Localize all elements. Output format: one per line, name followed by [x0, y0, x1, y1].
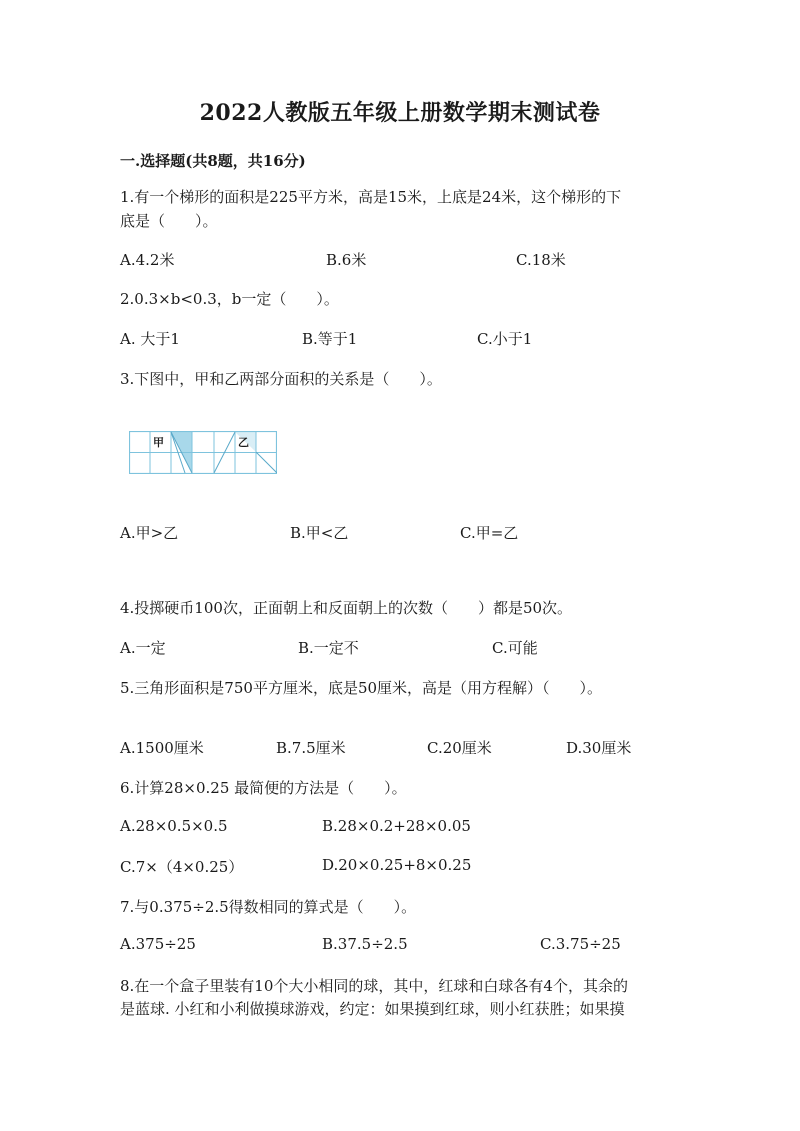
question-3-option-b: B.甲<乙: [290, 524, 349, 542]
label-jia: 甲: [153, 436, 164, 449]
question-4-text: 4.投掷硬币100次，正面朝上和反面朝上的次数（ ）都是50次。: [120, 599, 573, 617]
question-7-option-a: A.375÷25: [120, 935, 196, 953]
question-1-line-2: 底是（ ）。: [120, 212, 218, 230]
question-1-option-b: B.6米: [326, 251, 367, 269]
question-2-option-a: A. 大于1: [120, 330, 180, 348]
question-2-option-c: C.小于1: [477, 330, 533, 348]
question-7-text: 7.与0.375÷2.5得数相同的算式是（ ）。: [120, 898, 417, 916]
question-6-option-a: A.28×0.5×0.5: [120, 817, 228, 835]
question-7-option-c: C.3.75÷25: [540, 935, 621, 953]
question-2-text: 2.0.3×b<0.3，b一定（ ）。: [120, 290, 339, 308]
question-3-text: 3.下图中，甲和乙两部分面积的关系是（ ）。: [120, 370, 442, 388]
area-comparison-grid-figure: [129, 431, 277, 474]
question-4-option-b: B.一定不: [298, 639, 359, 657]
question-8-line-2: 是蓝球. 小红和小利做摸球游戏，约定：如果摸到红球，则小红获胜；如果摸: [120, 1000, 625, 1018]
question-1-line-1: 1.有一个梯形的面积是225平方米，高是15米，上底是24米，这个梯形的下: [120, 188, 622, 206]
question-6-text: 6.计算28×0.25 最简便的方法是（ ）。: [120, 779, 407, 797]
question-5-text: 5.三角形面积是750平方厘米，底是50厘米，高是（用方程解）（ ）。: [120, 679, 603, 697]
question-3-option-c: C.甲=乙: [460, 524, 519, 542]
question-5-option-a: A.1500厘米: [120, 739, 204, 757]
question-5-option-b: B.7.5厘米: [276, 739, 346, 757]
question-3-option-a: A.甲>乙: [120, 524, 179, 542]
section-heading: 一.选择题(共8题，共16分): [120, 152, 306, 170]
question-7-option-b: B.37.5÷2.5: [322, 935, 408, 953]
question-6-option-b: B.28×0.2+28×0.05: [322, 817, 471, 835]
question-4-option-c: C.可能: [492, 639, 538, 657]
question-5-option-c: C.20厘米: [427, 739, 492, 757]
question-8-line-1: 8.在一个盒子里装有10个大小相同的球，其中，红球和白球各有4个，其余的: [120, 977, 628, 995]
question-1-option-a: A.4.2米: [120, 251, 175, 269]
label-yi: 乙: [238, 436, 249, 449]
question-5-option-d: D.30厘米: [566, 739, 632, 757]
question-6-option-c: C.7×（4×0.25）: [120, 858, 244, 876]
question-1-option-c: C.18米: [516, 251, 566, 269]
page-title: 2022人教版五年级上册数学期末测试卷: [199, 100, 601, 126]
question-2-option-b: B.等于1: [302, 330, 358, 348]
question-6-option-d: D.20×0.25+8×0.25: [322, 856, 472, 874]
question-4-option-a: A.一定: [120, 639, 166, 657]
diagonal-line-yi: [256, 452, 277, 473]
